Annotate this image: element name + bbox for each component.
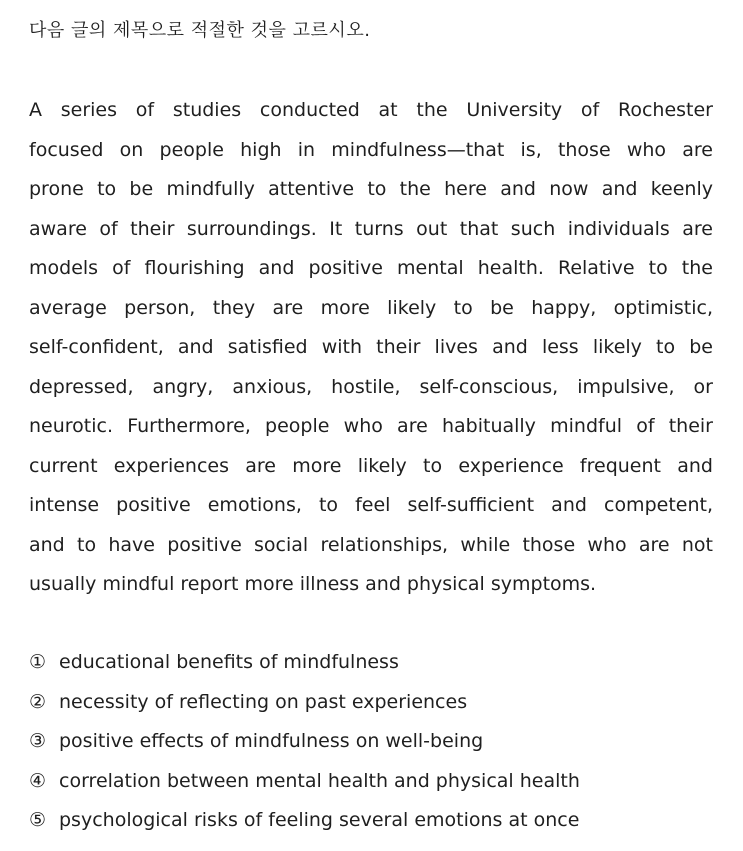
answer-option-1[interactable] [29,643,713,683]
passage-line: average person, they are more likely to be happy, optimistic, [29,296,713,319]
passage-line: depressed, angry, anxious, hostile, self-conscious, impulsive, or [29,375,713,398]
answer-option-5[interactable] [29,801,713,841]
option-number: ④ [29,769,47,792]
option-number: ② [29,690,47,713]
passage-line: neurotic. Furthermore, people who are habitually mindful of their [29,415,713,437]
passage-line: intense positive emotions, to feel self-sufficient and competent, [29,494,713,516]
option-text: educational benefits of mindfulness [59,651,399,673]
passage-line: usually mindful report more illness and physical symptoms. [29,573,597,595]
passage-line: models of flourishing and positive mental health. Relative to the [29,257,713,279]
passage-line: and to have positive social relationships, while those who are not [29,533,713,556]
option-text: necessity of reflecting on past experiences [59,690,468,713]
answer-option-2[interactable] [29,683,713,723]
passage-line: focused on people high in mindfulness—that is, those who are [29,138,713,161]
option-number: ⑤ [29,809,47,831]
passage-line: current experiences are more likely to experience frequent and [29,454,713,477]
reading-passage [29,91,713,605]
answer-option-4[interactable] [29,762,713,802]
passage-line: prone to be mindfully attentive to the here and now and keenly [29,178,713,200]
passage-line: A series of studies conducted at the University of Rochester [29,99,713,121]
answer-options [29,643,713,841]
question-prompt: 다음 글의 제목으로 적절한 것을 고르시오. [29,20,371,41]
passage-line: self-confident, and satisfied with their lives and less likely to be [29,336,713,358]
passage-line: aware of their surroundings. It turns out that such individuals are [29,217,713,240]
answer-option-3[interactable] [29,722,713,762]
option-text: correlation between mental health and physical health [59,769,580,792]
option-number: ① [29,651,47,673]
option-number: ③ [29,730,47,752]
option-text: positive effects of mindfulness on well-being [59,730,484,752]
option-text: psychological risks of feeling several emotions at once [59,809,580,831]
